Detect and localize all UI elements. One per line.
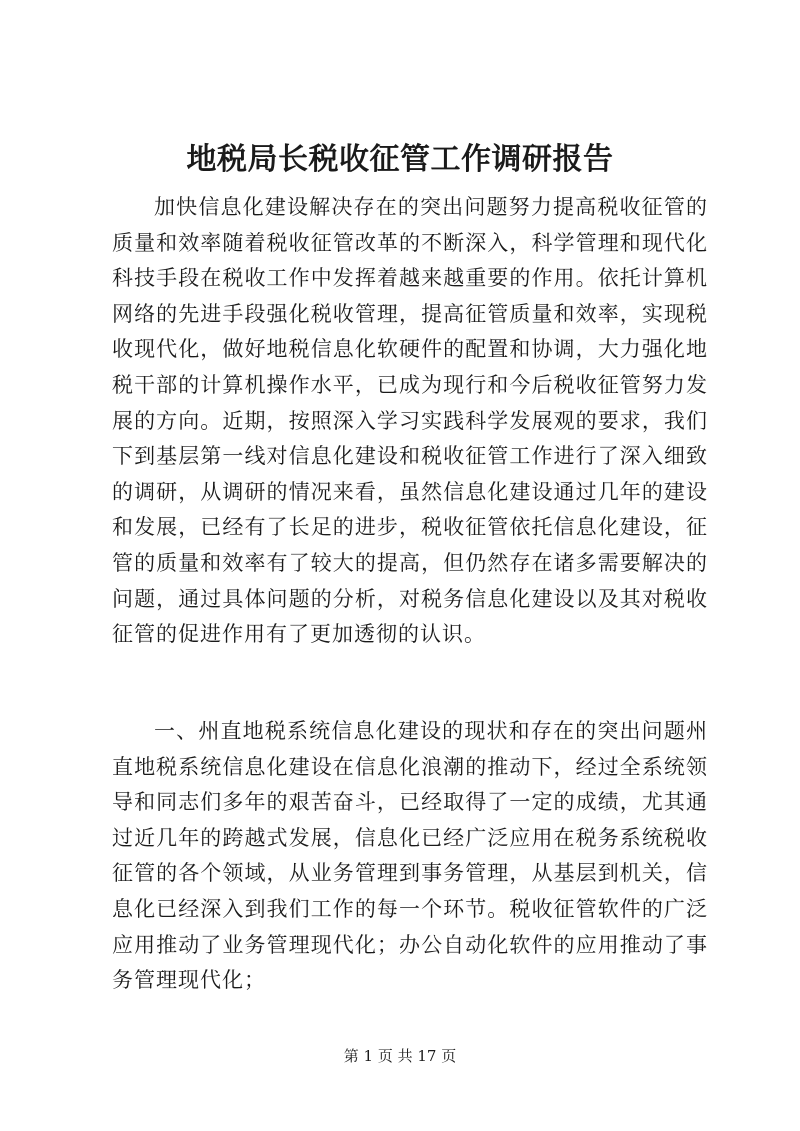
- body-paragraph: 加快信息化建设解决存在的突出问题努力提高税收征管的质量和效率随着税收征管改革的不断深入，科学管理和现代化科技手段在税收工作中发挥着越来越重要的作用。依托计算机网络的先进手段强化税收管理，提高征管质量和效率，实现税收现代化，做好地税信息化软硬件的配置和协调，大力强化地税干部的计算机操作水平，已成为现行和今后税收征管努力发展的方向。近期，按照深入学习实践科学发展观的要求，我们下到基层第一线对信息化建设和税收征管工作进行了深入细致的调研，从调研的情况来看，虽然信息化建设通过几年的建设和发展，已经有了长足的进步，税收征管依托信息化建设，征管的质量和效率有了较大的提高，但仍然存在诸多需要解决的问题，通过具体问题的分析，对税务信息化建设以及其对税收征管的促进作用有了更加透彻的认识。: [112, 195, 708, 647]
- body-paragraph: 一、州直地税系统信息化建设的现状和存在的突出问题州直地税系统信息化建设在信息化浪潮的推动下，经过全系统领导和同志们多年的艰苦奋斗，已经取得了一定的成绩，尤其通过近几年的跨越式发展，信息化已经广泛应用在税务系统税收征管的各个领域，从业务管理到事务管理，从基层到机关，信息化已经深入到我们工作的每一个环节。税收征管软件的广泛应用推动了业务管理现代化；办公自动化软件的应用推动了事务管理现代化；: [112, 719, 708, 993]
- body-paragraph-2-container: [112, 714, 708, 999]
- body-paragraph-1-container: [112, 190, 708, 653]
- page-title: 地税局长税收征管工作调研报告: [186, 142, 614, 177]
- page-number-footer: 第 1 页 共 17 页: [343, 1047, 457, 1065]
